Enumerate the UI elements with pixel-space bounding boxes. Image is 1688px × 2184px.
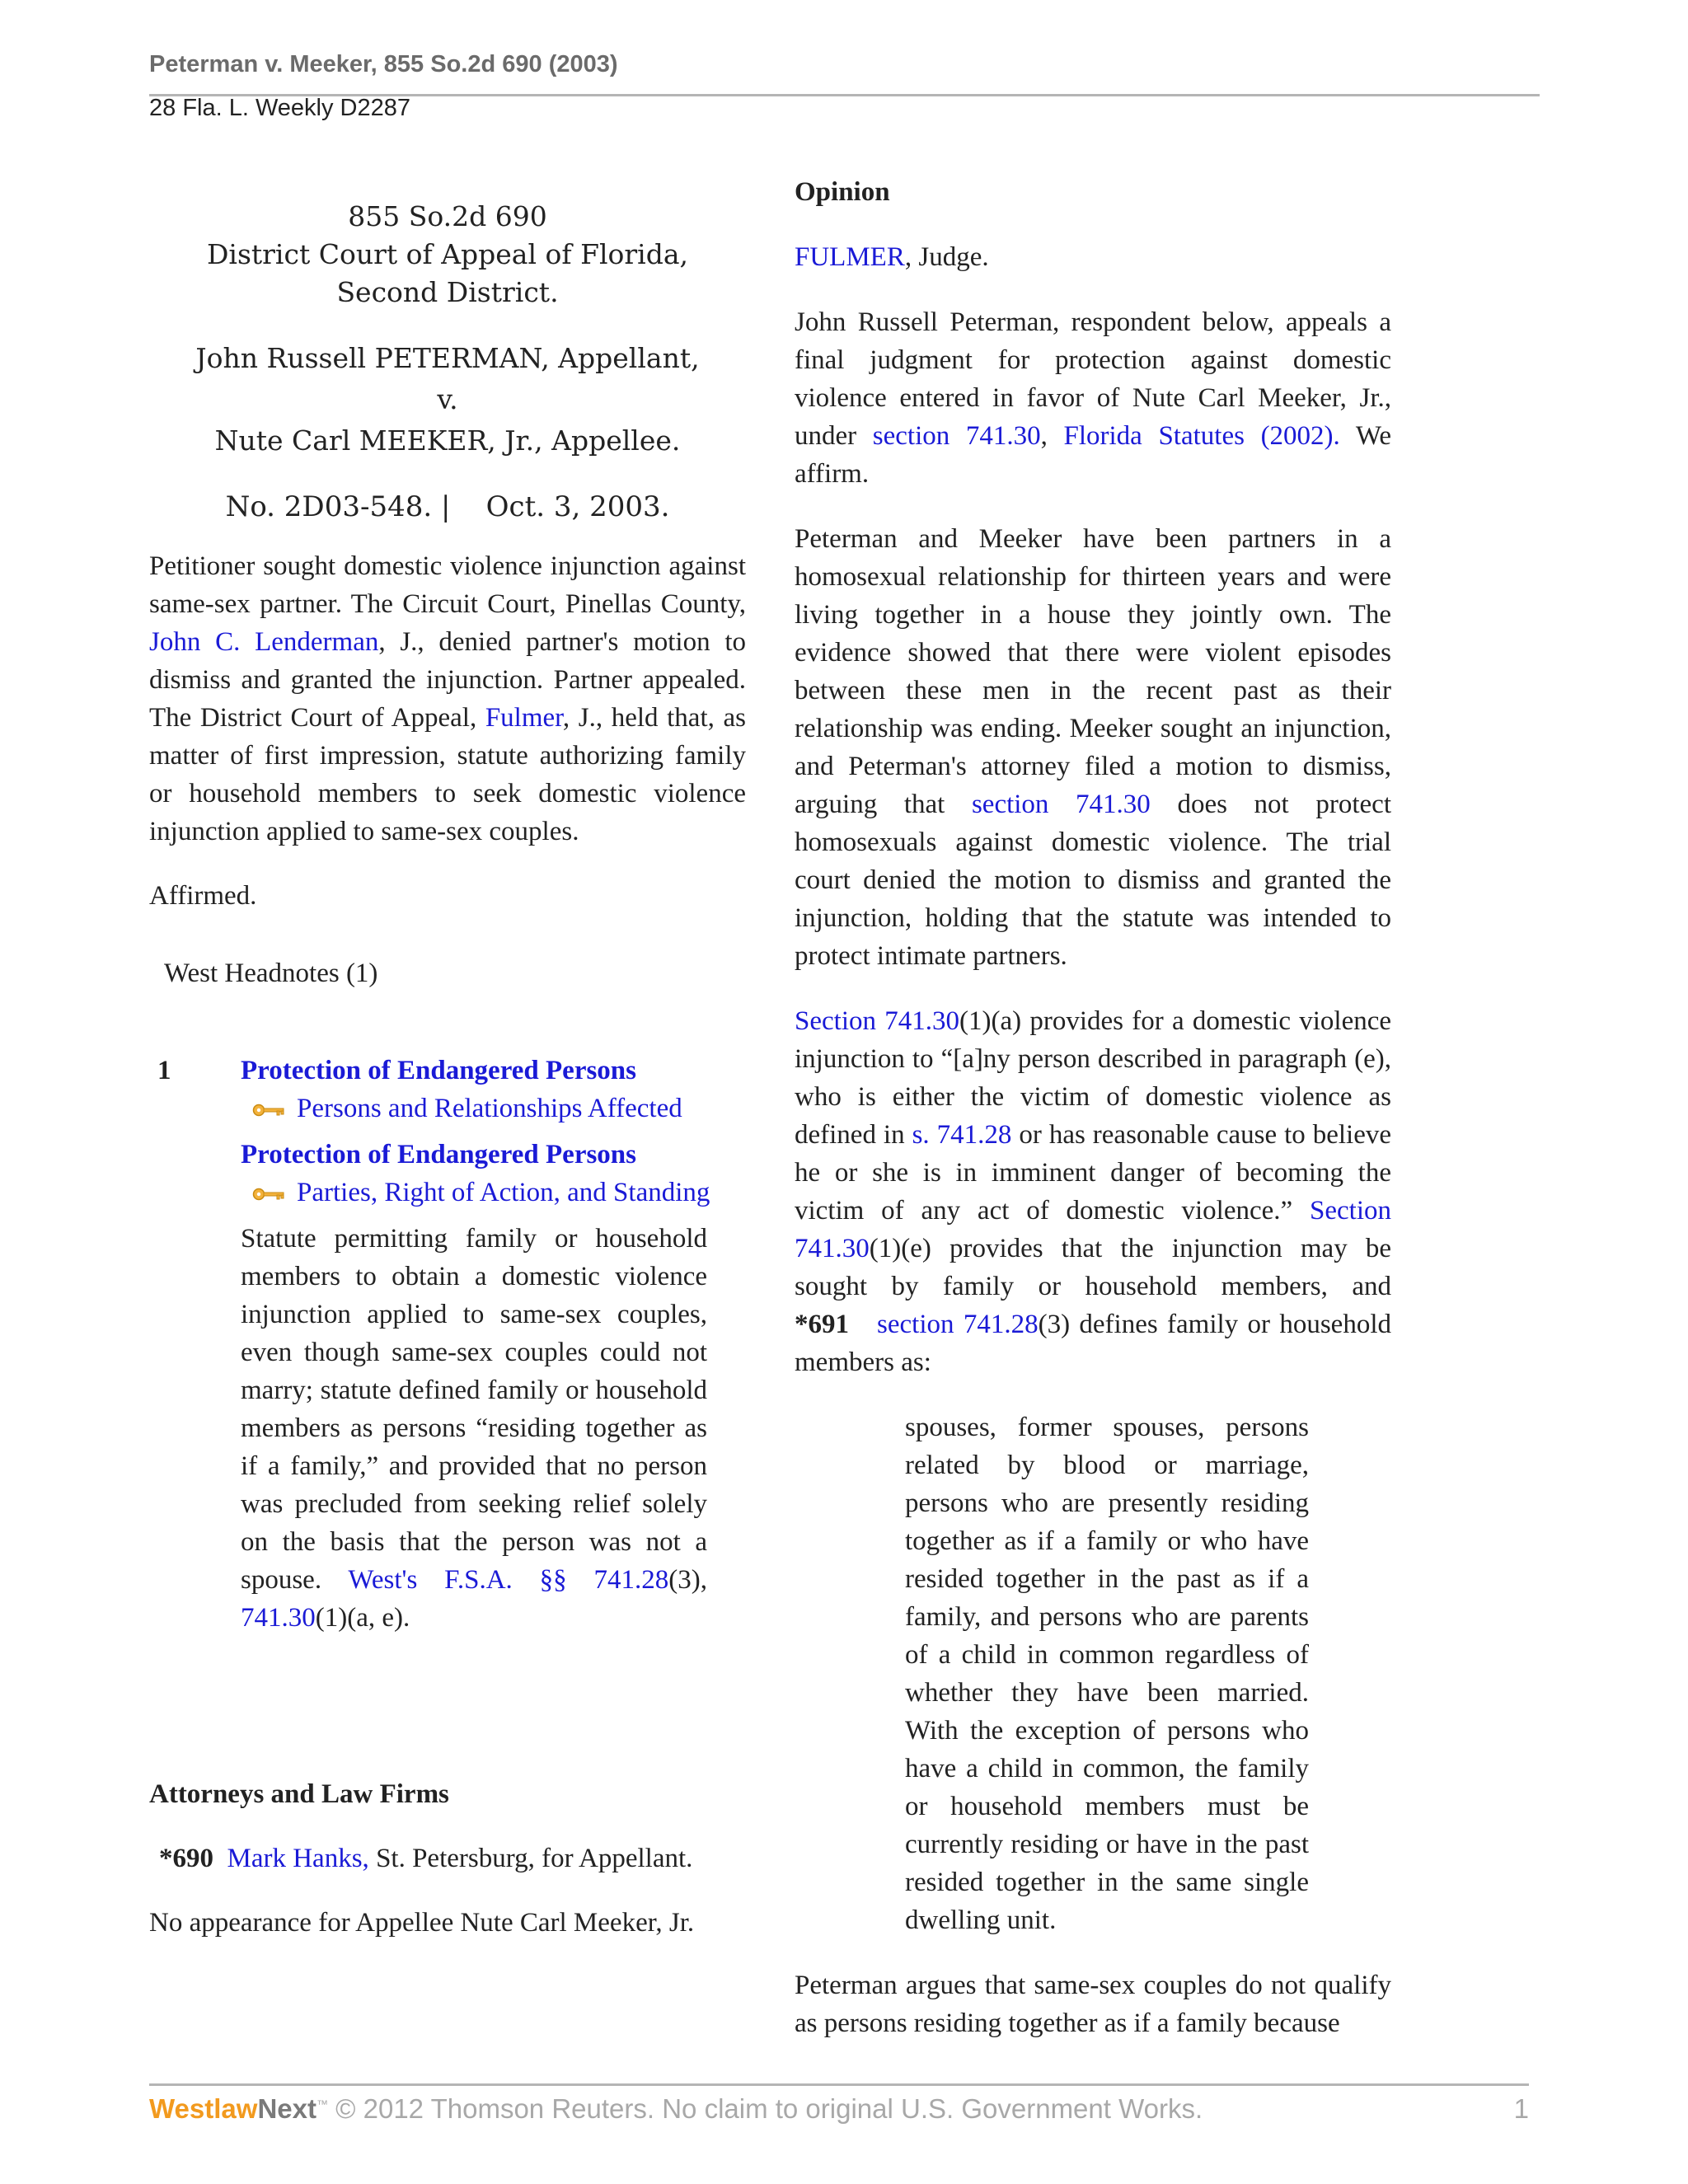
next-logo: Next [257,2093,316,2124]
headnotes-title: West Headnotes (1) [164,958,378,988]
versus: v. [437,383,458,415]
synopsis: Petitioner sought domestic violence injunction against same-sex partner. The Circuit Court, Pinellas County, John C. Lenderman, J., denied partner's motion to dismiss and granted the injunction. Partner appealed. The District Court of Appeal, Fulmer, J., held that, as matter of first impression, statute authorizing family or household members to seek domestic violence injunction applied to same-sex couples. [149,551,746,846]
attorney-hanks-link[interactable]: Mark Hanks, [227,1844,369,1873]
topic-link-1[interactable]: Protection of Endangered Persons [241,1056,636,1085]
disposition: Affirmed. [149,881,257,911]
section-741-30-link[interactable]: Section 741.30 [795,1006,959,1036]
footer-divider [149,2083,1529,2086]
opinion-heading: Opinion [795,177,890,207]
opinion-paragraph-2: Peterman and Meeker have been partners in a homosexual relationship for thirteen years and were living together in a house they jointly own. The evidence showed that there were violent episodes between these men in the recent past as their relationship was ending. Meeker sought an injunction, and Peterman's attorney filed a motion to dismiss, arguing that section 741.30 does not protect homosexuals against domestic violence. The trial court denied the motion to dismiss and granted the injunction, holding that the statute was intended to protect intimate partners. [795,524,1391,971]
section-741-28-link[interactable]: s. 741.28 [912,1120,1012,1150]
key-icon [252,1186,285,1202]
court-name: District Court of Appeal of Florida, [206,238,689,270]
docket-line [149,488,746,526]
key-number-link-1[interactable]: Persons and Relationships Affected [297,1094,682,1123]
trademark: ™ [316,2097,328,2111]
star-page-691: *691 [795,1310,849,1339]
footer [149,2093,1529,2125]
judge-fulmer-opinion-link[interactable]: FULMER [795,242,905,272]
attorney-appellee: No appearance for Appellee Nute Carl Meeker, Jr. [149,1908,695,1938]
judge-fulmer-link[interactable]: Fulmer [485,703,563,733]
attorneys-heading: Attorneys and Law Firms [149,1779,449,1809]
attorney-appellant: *690 Mark Hanks, St. Petersburg, for Appellant. [159,1844,693,1873]
section-741-30-link[interactable]: section 741.30 [971,790,1151,819]
statute-link-741-28[interactable]: West's F.S.A. §§ 741.28 [348,1565,669,1595]
appellant-name: John Russell PETERMAN, Appellant, [195,342,700,374]
page-number: 1 [1513,2093,1529,2124]
judge-lenderman-link[interactable]: John C. Lenderman [149,627,379,657]
appellee-name: Nute Carl MEEKER, Jr., Appellee. [214,424,681,457]
key-icon [252,1102,285,1118]
reporter-citation: 28 Fla. L. Weekly D2287 [149,95,411,121]
headnote-text: Statute permitting family or household members to obtain a domestic violence injunction applied to same-sex couples, even though same-sex couples could not marry; statute defined family or household members as persons “residing together as if a family,” and provided that no person was precluded from seeking relief solely on the basis that the person was not a spouse. West's F.S.A. §§ 741.28(3), 741.30(1)(a, e). [241,1224,707,1633]
right-column [795,173,1391,2042]
topic-link-2[interactable]: Protection of Endangered Persons [241,1140,636,1169]
docket-number: No. 2D03-548. | [225,490,451,523]
key-number-link-2[interactable]: Parties, Right of Action, and Standing [297,1178,710,1207]
block-quote: spouses, former spouses, persons related by blood or marriage, persons who are presently residing together as if a family or who have resided together in the past as if a family, and persons who are parents of a child in common regardless of whether they have been married. With the exception of persons who have a child in common, the family or household members must be currently residing or have in the past resided together in the same single dwelling unit. [905,1413,1309,1935]
florida-statutes-link[interactable]: Florida Statutes (2002). [1063,421,1340,451]
section-741-30-link[interactable]: section 741.30 [872,421,1041,451]
copyright-notice: © 2012 Thomson Reuters. No claim to original U.S. Government Works. [327,2093,1203,2124]
opinion-paragraph-3: Section 741.30(1)(a) provides for a domestic violence injunction to “[a]ny person described in paragraph (e), who is either the victim of domestic violence as defined in s. 741.28 or has reasonable cause to believe he or she is in imminent danger of becoming the victim of any act of domestic violence.” Section 741.30(1)(e) provides that the injunction may be sought by family or household members, and *691 section 741.28(3) defines family or household members as: [795,1006,1392,1377]
case-caption [149,198,746,526]
section-741-30-link[interactable]: Section 741.30 [795,1196,1391,1263]
star-page-690: *690 [159,1844,213,1873]
case-citation: 855 So.2d 690 [348,200,547,232]
statute-link-741-30[interactable]: 741.30 [241,1603,316,1633]
headnote-number: 1 [157,1056,171,1085]
document-title: Peterman v. Meeker, 855 So.2d 690 (2003) [149,51,618,77]
westlaw-logo: Westlaw [149,2093,258,2124]
opinion-paragraph-4: Peterman argues that same-sex couples do not qualify as persons residing together as if a family because [795,1971,1391,2038]
opinion-author: FULMER, Judge. [795,242,989,272]
court-district: Second District. [336,276,559,308]
left-column [149,198,746,1942]
opinion-paragraph-1: John Russell Peterman, respondent below, appeals a final judgment for protection against domestic violence entered in favor of Nute Carl Meeker, Jr., under section 741.30, Florida Statutes (2002). We affirm. [795,307,1391,489]
decision-date: Oct. 3, 2003. [485,490,670,523]
headnote-1 [149,1052,746,1637]
section-741-28-link[interactable]: section 741.28 [877,1310,1039,1339]
